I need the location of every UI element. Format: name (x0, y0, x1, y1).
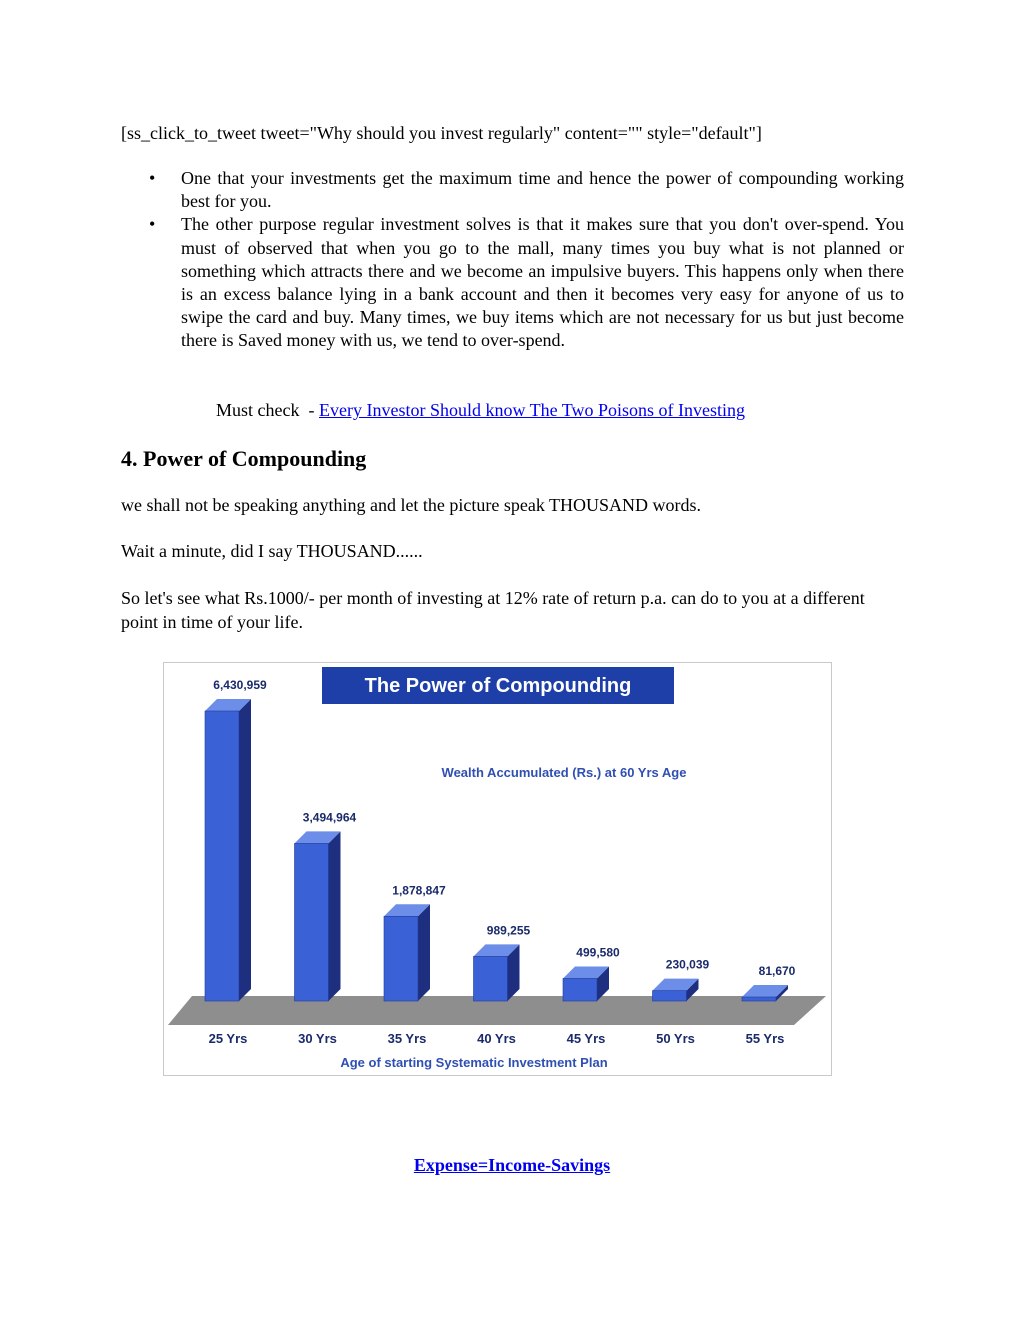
data-label: 499,580 (576, 945, 620, 960)
x-tick-label: 45 Yrs (566, 1031, 606, 1046)
list-item (121, 167, 904, 213)
bar (563, 978, 597, 1001)
x-tick-label: 50 Yrs (656, 1031, 695, 1046)
bullet-list (121, 167, 904, 353)
data-label: 81,670 (758, 964, 796, 978)
list-item (121, 213, 904, 352)
data-label: 6,430,959 (213, 678, 267, 692)
section-heading: 4. Power of Compounding (121, 446, 367, 471)
bar-side-face (329, 831, 341, 1001)
bar (653, 991, 687, 1001)
bar (295, 843, 329, 1001)
intro-paragraph: we shall not be speaking anything and let the picture speak THOUSAND words. (121, 495, 702, 515)
bullet-icon: • (149, 168, 156, 188)
bullet-text: The other purpose regular investment solves is that it makes sure that you don't over-spend. You must of observed that when you go to the mall, many times you buy what is not planned or something which attracts there and we become an impulsive buyers. This happens only when there is an excess balance lying in a bank account and then it becomes very easy for anyone of us to swipe the card and buy. Many times, we buy items which are not necessary for us but just become there is Saved money with us, we tend to over-spend. (181, 214, 904, 351)
data-label: 1,878,847 (392, 883, 446, 898)
bar (474, 956, 508, 1001)
bar-side-face (239, 699, 251, 1001)
bar-side-face (418, 904, 430, 1001)
two-poisons-link[interactable]: Every Investor Should know The Two Poisons of Investing (318, 400, 746, 420)
chart-canvas (164, 663, 831, 1075)
x-tick-label: 55 Yrs (745, 1031, 785, 1046)
chart-subtitle: Wealth Accumulated (Rs.) at 60 Yrs Age (441, 765, 687, 780)
expense-income-savings-link[interactable]: Expense=Income-Savings (413, 1155, 611, 1175)
bar (205, 711, 239, 1001)
bullet-icon: • (149, 214, 156, 235)
data-label: 3,494,964 (302, 810, 357, 825)
must-check-prefix: Must check - (216, 400, 319, 420)
x-axis-label: Age of starting Systematic Investment Plan (340, 1055, 608, 1070)
must-check-line (216, 398, 745, 422)
chart-title: The Power of Compounding (364, 675, 632, 697)
x-tick-label: 40 Yrs (477, 1031, 516, 1046)
data-label: 989,255 (486, 923, 531, 938)
footer-link-line (0, 1153, 1024, 1177)
shortcode-text: [ss_click_to_tweet tweet="Why should you invest regularly" content="" style="default"] (121, 123, 762, 143)
bar (742, 997, 776, 1001)
data-label: 230,039 (665, 957, 710, 972)
aside-paragraph: Wait a minute, did I say THOUSAND...... (121, 541, 423, 561)
x-tick-label: 30 Yrs (298, 1031, 337, 1046)
bar (384, 916, 418, 1001)
explanation-paragraph: So let's see what Rs.1000/- per month of investing at 12% rate of return p.a. can do to you at a different point in time of your life. (121, 588, 865, 632)
x-tick-label: 25 Yrs (208, 1031, 248, 1046)
x-tick-label: 35 Yrs (387, 1031, 427, 1046)
compounding-chart (163, 662, 832, 1076)
bullet-text: One that your investments get the maximum time and hence the power of compounding working best for you. (181, 168, 904, 212)
